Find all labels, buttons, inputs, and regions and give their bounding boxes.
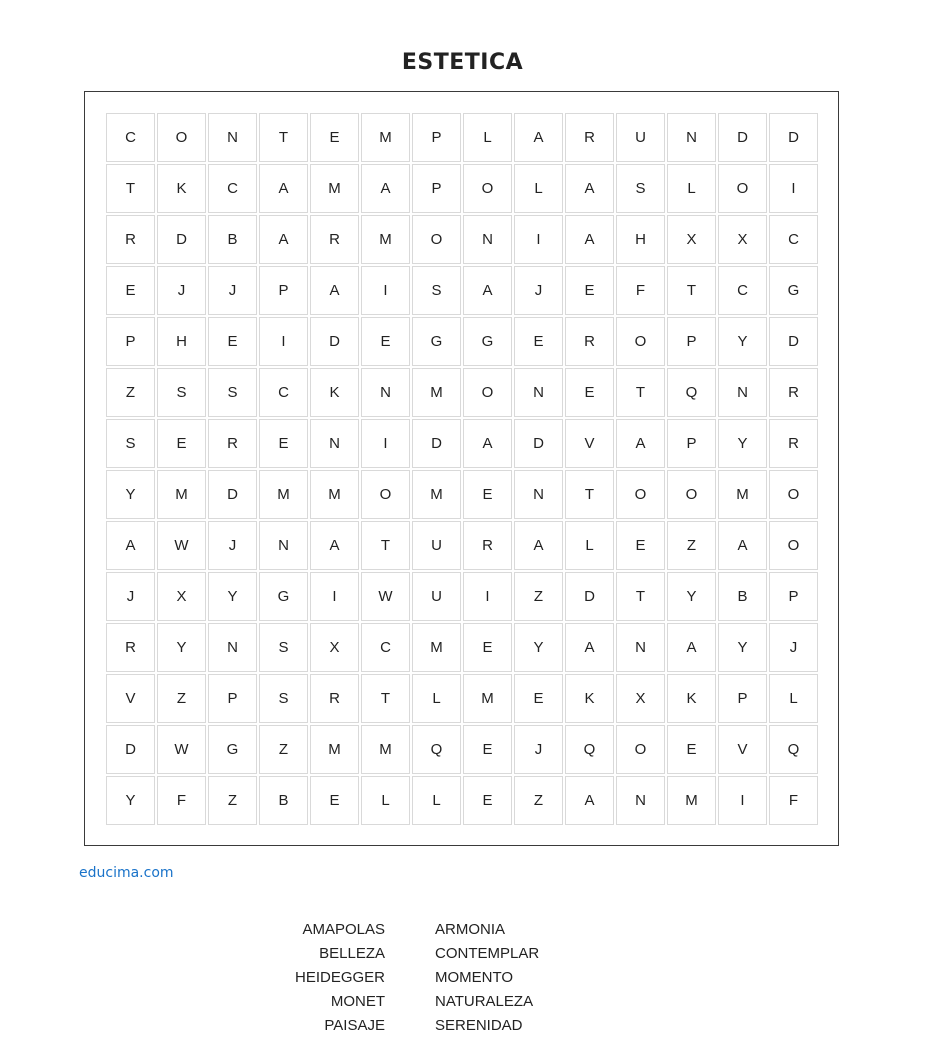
grid-cell[interactable]: S	[412, 266, 461, 315]
grid-cell[interactable]: P	[412, 164, 461, 213]
grid-cell[interactable]: M	[718, 470, 767, 519]
grid-cell[interactable]: J	[769, 623, 818, 672]
grid-cell[interactable]: P	[259, 266, 308, 315]
word-list-item: AMAPOLAS	[302, 921, 385, 938]
grid-cell[interactable]: S	[616, 164, 665, 213]
grid-cell[interactable]: O	[616, 470, 665, 519]
grid-cell[interactable]: L	[412, 776, 461, 825]
grid-cell[interactable]: O	[616, 725, 665, 774]
grid-cell[interactable]: A	[514, 113, 563, 162]
grid-cell[interactable]: R	[463, 521, 512, 570]
grid-cell[interactable]: O	[463, 368, 512, 417]
grid-cell[interactable]: T	[259, 113, 308, 162]
grid-cell[interactable]: E	[310, 776, 359, 825]
grid-cell[interactable]: A	[565, 215, 614, 264]
grid-cell[interactable]: O	[769, 470, 818, 519]
grid-cell[interactable]: H	[616, 215, 665, 264]
grid-cell[interactable]: M	[259, 470, 308, 519]
grid-cell[interactable]: T	[667, 266, 716, 315]
grid-cell[interactable]: X	[718, 215, 767, 264]
grid-cell[interactable]: J	[514, 725, 563, 774]
grid-cell[interactable]: D	[718, 113, 767, 162]
grid-cell[interactable]: R	[769, 419, 818, 468]
grid-cell[interactable]: A	[718, 521, 767, 570]
grid-cell[interactable]: O	[718, 164, 767, 213]
grid-cell[interactable]: M	[667, 776, 716, 825]
grid-cell[interactable]: Z	[157, 674, 206, 723]
grid-cell[interactable]: Y	[718, 317, 767, 366]
grid-cell[interactable]: D	[310, 317, 359, 366]
word-list-item: CONTEMPLAR	[435, 945, 540, 962]
grid-cell[interactable]: R	[310, 674, 359, 723]
grid-cell[interactable]: L	[565, 521, 614, 570]
grid-cell[interactable]: N	[667, 113, 716, 162]
grid-cell[interactable]: R	[565, 113, 614, 162]
word-list-item: BELLEZA	[319, 945, 385, 962]
grid-cell[interactable]: N	[259, 521, 308, 570]
grid-cell[interactable]: J	[106, 572, 155, 621]
grid-cell[interactable]: O	[667, 470, 716, 519]
grid-cell[interactable]: Q	[769, 725, 818, 774]
grid-cell[interactable]: S	[106, 419, 155, 468]
grid-cell[interactable]: O	[361, 470, 410, 519]
grid-cell[interactable]: T	[616, 368, 665, 417]
grid-cell[interactable]: D	[412, 419, 461, 468]
grid-cell[interactable]: A	[259, 164, 308, 213]
grid-cell[interactable]: Y	[718, 623, 767, 672]
grid-cell[interactable]: A	[259, 215, 308, 264]
grid-cell[interactable]: E	[463, 470, 512, 519]
grid-cell[interactable]: A	[361, 164, 410, 213]
grid-cell[interactable]: M	[361, 725, 410, 774]
grid-cell[interactable]: B	[208, 215, 257, 264]
grid-cell[interactable]: E	[565, 266, 614, 315]
grid-cell[interactable]: M	[361, 215, 410, 264]
grid-cell[interactable]: M	[412, 623, 461, 672]
grid-cell[interactable]: R	[310, 215, 359, 264]
letter-grid	[106, 113, 818, 825]
grid-cell[interactable]: I	[361, 419, 410, 468]
grid-cell[interactable]: P	[718, 674, 767, 723]
grid-cell[interactable]: Y	[514, 623, 563, 672]
grid-cell[interactable]: Q	[412, 725, 461, 774]
grid-cell[interactable]: R	[106, 623, 155, 672]
grid-cell[interactable]: T	[565, 470, 614, 519]
grid-cell[interactable]: P	[667, 317, 716, 366]
grid-cell[interactable]: O	[412, 215, 461, 264]
grid-cell[interactable]: U	[616, 113, 665, 162]
grid-cell[interactable]: L	[514, 164, 563, 213]
grid-cell[interactable]: N	[310, 419, 359, 468]
grid-cell[interactable]: N	[616, 776, 665, 825]
grid-cell[interactable]: L	[667, 164, 716, 213]
grid-cell[interactable]: Y	[208, 572, 257, 621]
grid-cell[interactable]: O	[769, 521, 818, 570]
grid-cell[interactable]: S	[259, 674, 308, 723]
grid-cell[interactable]: I	[769, 164, 818, 213]
grid-cell[interactable]: C	[769, 215, 818, 264]
grid-cell[interactable]: W	[157, 521, 206, 570]
grid-cell[interactable]: Q	[565, 725, 614, 774]
grid-cell[interactable]: L	[769, 674, 818, 723]
grid-cell[interactable]: E	[259, 419, 308, 468]
grid-cell[interactable]: I	[718, 776, 767, 825]
grid-cell[interactable]: E	[310, 113, 359, 162]
grid-cell[interactable]: Z	[106, 368, 155, 417]
grid-cell[interactable]: A	[463, 266, 512, 315]
grid-cell[interactable]: T	[616, 572, 665, 621]
grid-cell[interactable]: U	[412, 521, 461, 570]
grid-cell[interactable]: K	[667, 674, 716, 723]
grid-cell[interactable]: D	[514, 419, 563, 468]
grid-cell[interactable]: E	[667, 725, 716, 774]
grid-cell[interactable]: M	[310, 725, 359, 774]
grid-cell[interactable]: O	[157, 113, 206, 162]
grid-cell[interactable]: A	[310, 266, 359, 315]
grid-cell[interactable]: I	[463, 572, 512, 621]
grid-cell[interactable]: P	[769, 572, 818, 621]
grid-cell[interactable]: A	[565, 623, 614, 672]
puzzle-title: ESTETICA	[401, 50, 524, 75]
word-list-item: NATURALEZA	[435, 993, 534, 1010]
grid-cell[interactable]: A	[565, 776, 614, 825]
grid-cell[interactable]: D	[769, 113, 818, 162]
grid-cell[interactable]: T	[106, 164, 155, 213]
grid-cell[interactable]: Z	[208, 776, 257, 825]
grid-cell[interactable]: B	[718, 572, 767, 621]
grid-cell[interactable]: S	[157, 368, 206, 417]
grid-cell[interactable]: I	[310, 572, 359, 621]
grid-cell[interactable]: Z	[259, 725, 308, 774]
grid-cell[interactable]: P	[208, 674, 257, 723]
grid-cell[interactable]: L	[412, 674, 461, 723]
grid-cell[interactable]: Z	[514, 776, 563, 825]
grid-cell[interactable]: P	[667, 419, 716, 468]
grid-cell[interactable]: N	[514, 470, 563, 519]
grid-cell[interactable]: M	[157, 470, 206, 519]
grid-cell[interactable]: G	[463, 317, 512, 366]
grid-cell[interactable]: M	[463, 674, 512, 723]
grid-cell[interactable]: Y	[157, 623, 206, 672]
grid-cell[interactable]: G	[412, 317, 461, 366]
grid-cell[interactable]: T	[361, 521, 410, 570]
grid-cell[interactable]: H	[157, 317, 206, 366]
grid-cell[interactable]: J	[157, 266, 206, 315]
grid-cell[interactable]: R	[106, 215, 155, 264]
grid-cell[interactable]: W	[361, 572, 410, 621]
grid-cell[interactable]: L	[361, 776, 410, 825]
grid-cell[interactable]: X	[616, 674, 665, 723]
grid-cell[interactable]: N	[514, 368, 563, 417]
grid-cell[interactable]: N	[208, 623, 257, 672]
grid-cell[interactable]: C	[106, 113, 155, 162]
grid-cell[interactable]: A	[565, 164, 614, 213]
grid-cell[interactable]: M	[412, 368, 461, 417]
grid-cell[interactable]: P	[106, 317, 155, 366]
grid-cell[interactable]: I	[361, 266, 410, 315]
grid-cell[interactable]: N	[616, 623, 665, 672]
grid-cell[interactable]: E	[463, 725, 512, 774]
grid-cell[interactable]: T	[361, 674, 410, 723]
grid-cell[interactable]: K	[157, 164, 206, 213]
grid-cell[interactable]: M	[412, 470, 461, 519]
grid-cell[interactable]: B	[259, 776, 308, 825]
grid-cell[interactable]: E	[106, 266, 155, 315]
grid-cell[interactable]: G	[769, 266, 818, 315]
grid-cell[interactable]: X	[310, 623, 359, 672]
grid-cell[interactable]: A	[463, 419, 512, 468]
grid-cell[interactable]: A	[667, 623, 716, 672]
grid-cell[interactable]: D	[208, 470, 257, 519]
grid-cell[interactable]: J	[208, 521, 257, 570]
grid-cell[interactable]: Y	[106, 776, 155, 825]
grid-cell[interactable]: Y	[667, 572, 716, 621]
grid-cell[interactable]: P	[412, 113, 461, 162]
grid-cell[interactable]: C	[208, 164, 257, 213]
grid-cell[interactable]: A	[310, 521, 359, 570]
grid-cell[interactable]: X	[667, 215, 716, 264]
grid-cell[interactable]: I	[259, 317, 308, 366]
grid-cell[interactable]: E	[616, 521, 665, 570]
grid-cell[interactable]: D	[106, 725, 155, 774]
grid-cell[interactable]: I	[514, 215, 563, 264]
grid-cell[interactable]: Y	[106, 470, 155, 519]
grid-cell[interactable]: M	[310, 164, 359, 213]
grid-cell[interactable]: M	[361, 113, 410, 162]
grid-cell[interactable]: F	[616, 266, 665, 315]
grid-cell[interactable]: S	[259, 623, 308, 672]
grid-cell[interactable]: F	[769, 776, 818, 825]
grid-cell[interactable]: A	[106, 521, 155, 570]
grid-cell[interactable]: E	[514, 317, 563, 366]
grid-cell[interactable]: F	[157, 776, 206, 825]
word-list-item: MOMENTO	[435, 969, 514, 986]
word-list-item: HEIDEGGER	[294, 969, 385, 986]
grid-cell[interactable]: J	[208, 266, 257, 315]
word-list-item: PAISAJE	[324, 1017, 385, 1034]
grid-cell[interactable]: K	[310, 368, 359, 417]
grid-cell[interactable]: Y	[718, 419, 767, 468]
grid-cell[interactable]: D	[565, 572, 614, 621]
grid-cell[interactable]: Q	[667, 368, 716, 417]
grid-cell[interactable]: E	[514, 674, 563, 723]
grid-cell[interactable]: E	[361, 317, 410, 366]
grid-cell[interactable]: U	[412, 572, 461, 621]
grid-cell[interactable]: G	[208, 725, 257, 774]
grid-cell[interactable]: E	[463, 776, 512, 825]
grid-cell[interactable]: G	[259, 572, 308, 621]
word-list-item: SERENIDAD	[435, 1017, 523, 1034]
grid-cell[interactable]: V	[106, 674, 155, 723]
grid-cell[interactable]: E	[565, 368, 614, 417]
grid-cell[interactable]: V	[718, 725, 767, 774]
grid-cell[interactable]: N	[463, 215, 512, 264]
grid-cell[interactable]: N	[718, 368, 767, 417]
grid-cell[interactable]: O	[616, 317, 665, 366]
grid-cell[interactable]: L	[463, 113, 512, 162]
grid-cell[interactable]: O	[463, 164, 512, 213]
grid-cell[interactable]: Z	[514, 572, 563, 621]
grid-cell[interactable]: Z	[667, 521, 716, 570]
grid-cell[interactable]: A	[514, 521, 563, 570]
source-link[interactable]: educima.com	[79, 865, 174, 881]
grid-cell[interactable]: M	[310, 470, 359, 519]
grid-cell[interactable]: C	[718, 266, 767, 315]
grid-cell[interactable]: E	[463, 623, 512, 672]
grid-cell[interactable]: E	[157, 419, 206, 468]
grid-cell[interactable]: J	[514, 266, 563, 315]
grid-cell[interactable]: C	[259, 368, 308, 417]
grid-cell[interactable]: X	[157, 572, 206, 621]
grid-cell[interactable]: E	[208, 317, 257, 366]
grid-cell[interactable]: A	[616, 419, 665, 468]
grid-cell[interactable]: N	[208, 113, 257, 162]
grid-cell[interactable]: D	[769, 317, 818, 366]
grid-cell[interactable]: R	[208, 419, 257, 468]
grid-cell[interactable]: K	[565, 674, 614, 723]
grid-cell[interactable]: C	[361, 623, 410, 672]
grid-cell[interactable]: D	[157, 215, 206, 264]
word-search-board	[84, 91, 839, 846]
grid-cell[interactable]: S	[208, 368, 257, 417]
grid-cell[interactable]: V	[565, 419, 614, 468]
word-list-item: MONET	[330, 993, 385, 1010]
grid-cell[interactable]: R	[769, 368, 818, 417]
grid-cell[interactable]: W	[157, 725, 206, 774]
word-list-item: ARMONIA	[435, 921, 506, 938]
grid-cell[interactable]: N	[361, 368, 410, 417]
grid-cell[interactable]: R	[565, 317, 614, 366]
